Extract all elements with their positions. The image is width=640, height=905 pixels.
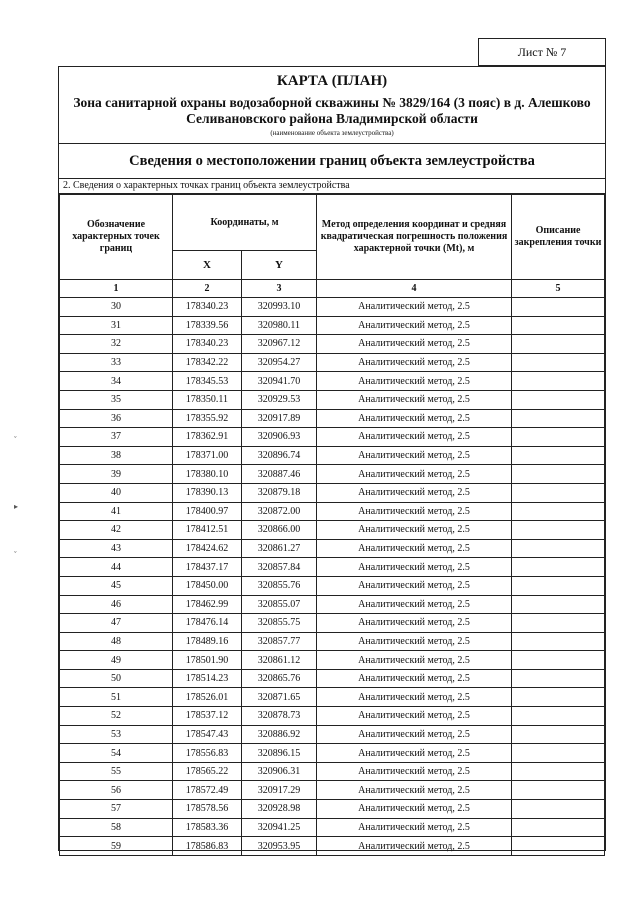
cell-n: 31 [60,316,173,335]
cell-y: 320866.00 [242,521,317,540]
cell-m: Аналитический метод, 2.5 [317,744,512,763]
cell-x: 178355.92 [173,409,242,428]
cell-y: 320855.75 [242,614,317,633]
col-number: 4 [317,280,512,298]
table-row [60,632,605,651]
cell-n: 45 [60,576,173,595]
cell-desc [512,502,605,521]
header-coords: Координаты, м [173,195,317,251]
cell-x: 178345.53 [173,372,242,391]
cell-m: Аналитический метод, 2.5 [317,539,512,558]
cell-desc [512,521,605,540]
cell-m: Аналитический метод, 2.5 [317,800,512,819]
cell-y: 320865.76 [242,669,317,688]
cell-y: 320929.53 [242,390,317,409]
table-row [60,651,605,670]
cell-x: 178342.22 [173,353,242,372]
table-row [60,298,605,317]
cell-x: 178572.49 [173,781,242,800]
cell-desc [512,558,605,577]
col-number: 5 [512,280,605,298]
table-row [60,800,605,819]
map-title: КАРТА (ПЛАН) [276,73,388,89]
cell-y: 320896.15 [242,744,317,763]
cell-desc [512,428,605,447]
cell-n: 51 [60,688,173,707]
cell-x: 178450.00 [173,576,242,595]
table-row [60,521,605,540]
cell-m: Аналитический метод, 2.5 [317,632,512,651]
cell-desc [512,335,605,354]
cell-x: 178514.23 [173,669,242,688]
cell-desc [512,651,605,670]
table-row [60,781,605,800]
cell-desc [512,446,605,465]
zone-title: Зона санитарной охраны водозаборной скважины № 3829/164 (3 пояс) в д. Алешково Селивановского района Владимирской области [73,95,591,126]
cell-n: 38 [60,446,173,465]
cell-desc [512,781,605,800]
cell-desc [512,744,605,763]
cell-n: 54 [60,744,173,763]
col-number: 3 [242,280,317,298]
table-row [60,762,605,781]
cell-n: 50 [60,669,173,688]
cell-y: 320857.77 [242,632,317,651]
cell-n: 59 [60,837,173,856]
table-row [60,539,605,558]
cell-desc [512,632,605,651]
cell-desc [512,372,605,391]
table-row [60,558,605,577]
name-note: (наименование объекта землеустройства) [270,129,394,137]
cell-x: 178583.36 [173,818,242,837]
cell-x: 178380.10 [173,465,242,484]
cell-m: Аналитический метод, 2.5 [317,428,512,447]
cell-m: Аналитический метод, 2.5 [317,372,512,391]
table-row [60,353,605,372]
cell-desc [512,725,605,744]
cell-y: 320855.07 [242,595,317,614]
cell-y: 320941.25 [242,818,317,837]
cell-x: 178489.16 [173,632,242,651]
cell-m: Аналитический метод, 2.5 [317,762,512,781]
cell-y: 320879.18 [242,483,317,502]
cell-x: 178578.56 [173,800,242,819]
cell-x: 178526.01 [173,688,242,707]
cell-y: 320917.29 [242,781,317,800]
table-row [60,707,605,726]
cell-m: Аналитический метод, 2.5 [317,781,512,800]
cell-x: 178362.91 [173,428,242,447]
cell-n: 37 [60,428,173,447]
cell-y: 320887.46 [242,465,317,484]
cell-desc [512,483,605,502]
cell-n: 58 [60,818,173,837]
cell-m: Аналитический метод, 2.5 [317,614,512,633]
table-row [60,465,605,484]
cell-m: Аналитический метод, 2.5 [317,707,512,726]
cell-x: 178400.97 [173,502,242,521]
cell-n: 47 [60,614,173,633]
cell-y: 320906.31 [242,762,317,781]
cell-y: 320954.27 [242,353,317,372]
cell-x: 178501.90 [173,651,242,670]
table-row [60,818,605,837]
cell-m: Аналитический метод, 2.5 [317,502,512,521]
cell-desc [512,818,605,837]
cell-desc [512,390,605,409]
cell-y: 320861.27 [242,539,317,558]
table-row [60,372,605,391]
cell-m: Аналитический метод, 2.5 [317,465,512,484]
cell-desc [512,669,605,688]
table-row [60,837,605,856]
cell-x: 178462.99 [173,595,242,614]
cell-n: 48 [60,632,173,651]
points-table [59,194,605,856]
table-row [60,409,605,428]
table-row [60,688,605,707]
header-desc: Описание закрепления точки [512,195,605,280]
cell-desc [512,837,605,856]
cell-m: Аналитический метод, 2.5 [317,576,512,595]
cell-y: 320871.65 [242,688,317,707]
cell-n: 33 [60,353,173,372]
cell-y: 320917.89 [242,409,317,428]
table-row [60,595,605,614]
cell-n: 57 [60,800,173,819]
cell-desc [512,595,605,614]
cell-y: 320896.74 [242,446,317,465]
cell-m: Аналитический метод, 2.5 [317,335,512,354]
cell-x: 178556.83 [173,744,242,763]
cell-n: 30 [60,298,173,317]
cell-desc [512,298,605,317]
cell-desc [512,539,605,558]
table-row [60,669,605,688]
cell-m: Аналитический метод, 2.5 [317,298,512,317]
cell-m: Аналитический метод, 2.5 [317,446,512,465]
col-number: 1 [60,280,173,298]
cell-y: 320967.12 [242,335,317,354]
cell-n: 49 [60,651,173,670]
cell-m: Аналитический метод, 2.5 [317,818,512,837]
cell-y: 320857.84 [242,558,317,577]
cell-y: 320993.10 [242,298,317,317]
cell-n: 35 [60,390,173,409]
cell-x: 178340.23 [173,335,242,354]
cell-desc [512,316,605,335]
table-row [60,502,605,521]
cell-y: 320855.76 [242,576,317,595]
table-row [60,614,605,633]
cell-m: Аналитический метод, 2.5 [317,558,512,577]
cell-m: Аналитический метод, 2.5 [317,651,512,670]
cell-n: 42 [60,521,173,540]
cell-m: Аналитический метод, 2.5 [317,837,512,856]
table-row [60,483,605,502]
cell-y: 320906.93 [242,428,317,447]
scan-mark: ˇ [14,435,17,444]
cell-m: Аналитический метод, 2.5 [317,669,512,688]
cell-m: Аналитический метод, 2.5 [317,316,512,335]
cell-x: 178437.17 [173,558,242,577]
table-row [60,335,605,354]
cell-desc [512,614,605,633]
table-row [60,390,605,409]
cell-n: 34 [60,372,173,391]
cell-n: 41 [60,502,173,521]
cell-x: 178586.83 [173,837,242,856]
title-block [59,67,605,144]
cell-m: Аналитический метод, 2.5 [317,409,512,428]
cell-n: 52 [60,707,173,726]
cell-desc [512,707,605,726]
cell-x: 178350.11 [173,390,242,409]
header-y: Y [242,251,317,280]
header-method: Метод определения координат и средняя квадратическая погрешность положения характерной точки (Mt), м [317,195,512,280]
cell-desc [512,409,605,428]
cell-desc [512,353,605,372]
table-row [60,576,605,595]
cell-m: Аналитический метод, 2.5 [317,725,512,744]
cell-n: 32 [60,335,173,354]
cell-x: 178412.51 [173,521,242,540]
cell-x: 178476.14 [173,614,242,633]
cell-m: Аналитический метод, 2.5 [317,483,512,502]
cell-desc [512,762,605,781]
cell-x: 178371.00 [173,446,242,465]
cell-y: 320980.11 [242,316,317,335]
cell-n: 56 [60,781,173,800]
table-row [60,744,605,763]
sheet-number: Лист № 7 [478,38,606,66]
document-frame [58,66,606,851]
cell-y: 320886.92 [242,725,317,744]
cell-x: 178424.62 [173,539,242,558]
cell-y: 320878.73 [242,707,317,726]
cell-n: 36 [60,409,173,428]
cell-y: 320928.98 [242,800,317,819]
section-title: Сведения о местоположении границ объекта землеустройства [59,144,605,179]
scan-mark: ▸ [14,502,19,511]
cell-desc [512,465,605,484]
cell-x: 178547.43 [173,725,242,744]
col-number: 2 [173,280,242,298]
cell-m: Аналитический метод, 2.5 [317,521,512,540]
cell-n: 46 [60,595,173,614]
cell-n: 40 [60,483,173,502]
table-row [60,316,605,335]
table-row [60,428,605,447]
cell-x: 178565.22 [173,762,242,781]
cell-m: Аналитический метод, 2.5 [317,390,512,409]
cell-n: 44 [60,558,173,577]
cell-x: 178339.56 [173,316,242,335]
cell-desc [512,800,605,819]
cell-m: Аналитический метод, 2.5 [317,688,512,707]
subsection-title: 2. Сведения о характерных точках границ объекта землеустройства [59,179,605,194]
cell-n: 43 [60,539,173,558]
cell-y: 320953.95 [242,837,317,856]
cell-x: 178340.23 [173,298,242,317]
cell-n: 39 [60,465,173,484]
cell-y: 320861.12 [242,651,317,670]
scan-mark: ˇ [14,550,17,559]
cell-n: 55 [60,762,173,781]
cell-desc [512,576,605,595]
cell-y: 320941.70 [242,372,317,391]
cell-x: 178537.12 [173,707,242,726]
table-row [60,446,605,465]
cell-m: Аналитический метод, 2.5 [317,595,512,614]
cell-y: 320872.00 [242,502,317,521]
cell-m: Аналитический метод, 2.5 [317,353,512,372]
header-x: X [173,251,242,280]
cell-x: 178390.13 [173,483,242,502]
cell-n: 53 [60,725,173,744]
header-point: Обозначение характерных точек границ [60,195,173,280]
cell-desc [512,688,605,707]
table-row [60,725,605,744]
